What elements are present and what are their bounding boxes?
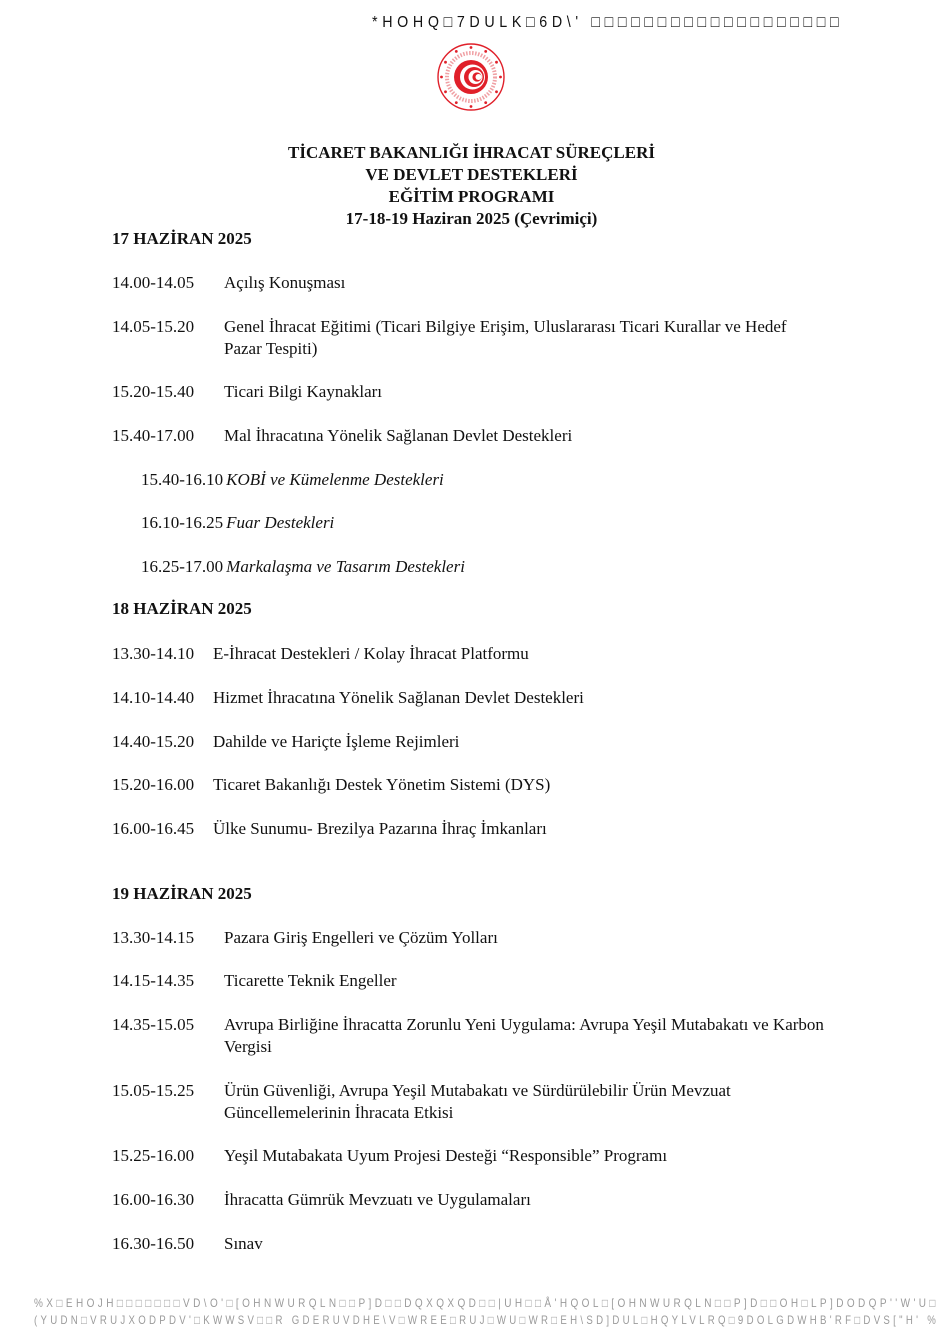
day-heading: 17 HAZİRAN 2025 — [112, 229, 252, 248]
subsession-title: Markalaşma ve Tasarım Destekleri — [226, 557, 465, 576]
title-line-1: TİCARET BAKANLIĞI İHRACAT SÜREÇLERİ — [287, 143, 655, 162]
session-title: Hizmet İhracatına Yönelik Sağlanan Devlet Destekleri — [213, 688, 584, 707]
session-title: Açılış Konuşması — [224, 273, 346, 292]
session-time: 15.40-17.00 — [112, 426, 195, 445]
session-title: Sınav — [224, 1234, 263, 1253]
title-line-2: VE DEVLET DESTEKLERİ — [365, 165, 578, 184]
subsession-row — [141, 512, 334, 534]
session-time: 14.10-14.40 — [112, 688, 195, 707]
session-title: Avrupa Birliğine İhracatta Zorunlu Yeni Uygulama: Avrupa Yeşil Mutabakatı ve Karbon Vergisi — [224, 1015, 824, 1056]
session-title: Genel İhracat Eğitimi (Ticari Bilgiye Erişim, Uluslararası Ticari Kurallar ve Hedef Pazar Tespiti) — [224, 317, 787, 358]
footer-line-1: %X□EHOJH□□□□□□□VD\O'□[OHNWURQLN□□P]D□□DQXQXQD□□|UH□□Å'HQOL□[OHNWURQLN□□P]D□□OH□LP]DODQP''W'U□ — [34, 1296, 939, 1310]
session-time: 15.25-16.00 — [112, 1146, 195, 1165]
session-title: Ticari Bilgi Kaynakları — [224, 382, 383, 401]
session-title: Mal İhracatına Yönelik Sağlanan Devlet Destekleri — [224, 426, 573, 445]
session-time: 14.35-15.05 — [112, 1015, 195, 1034]
footer-line-2: (YUDN□VRUJXODPDV'□KWWSV□□R GDERUVDHE\V□WREE□RUJ□WU□WR□EH\SD]DUL□HQYLVLRQ□9DOLGDWHB'RF□DVS["H' % — [34, 1313, 940, 1327]
title-dates: 17-18-19 Haziran 2025 (Çevrimiçi) — [345, 209, 598, 228]
session-time: 15.05-15.25 — [112, 1081, 195, 1100]
session-time: 15.20-16.00 — [112, 775, 195, 794]
session-time: 15.20-15.40 — [112, 382, 195, 401]
subsession-row — [141, 556, 465, 578]
session-time: 16.00-16.30 — [112, 1190, 195, 1209]
title-line-3: EĞİTİM PROGRAMI — [388, 187, 555, 206]
session-time: 16.00-16.45 — [112, 819, 195, 838]
session-title: Ticarette Teknik Engeller — [224, 971, 397, 990]
session-title: Dahilde ve Hariçte İşleme Rejimleri — [213, 732, 460, 751]
session-title: Ticaret Bakanlığı Destek Yönetim Sistemi (DYS) — [213, 775, 551, 794]
subsession-title: KOBİ ve Kümelenme Destekleri — [226, 470, 444, 489]
subsession-time: 15.40-16.10 — [141, 470, 224, 489]
document-code: *HOHQ□7DULK□6D\' □□□□□□□□□□□□□□□□□□□ — [372, 14, 844, 31]
session-title: Ürün Güvenliği, Avrupa Yeşil Mutabakatı ve Sürdürülebilir Ürün Mevzuat Güncellemelerinin İhracata Etkisi — [224, 1081, 731, 1122]
session-title: Yeşil Mutabakata Uyum Projesi Desteği “Responsible” Programı — [224, 1146, 668, 1165]
subsession-row — [141, 469, 444, 491]
session-title: E-İhracat Destekleri / Kolay İhracat Platformu — [213, 644, 529, 663]
ministry-seal-icon — [436, 42, 506, 112]
session-title: Ülke Sunumu- Brezilya Pazarına İhraç İmkanları — [213, 819, 547, 838]
program-title — [0, 142, 943, 230]
subsession-time: 16.10-16.25 — [141, 513, 224, 532]
session-title: Pazara Giriş Engelleri ve Çözüm Yolları — [224, 928, 498, 947]
session-title: İhracatta Gümrük Mevzuatı ve Uygulamaları — [224, 1190, 531, 1209]
session-time: 13.30-14.10 — [112, 644, 195, 663]
session-time: 14.15-14.35 — [112, 971, 195, 990]
day-heading: 19 HAZİRAN 2025 — [112, 884, 252, 903]
day-heading: 18 HAZİRAN 2025 — [112, 599, 252, 618]
subsession-time: 16.25-17.00 — [141, 557, 224, 576]
subsession-title: Fuar Destekleri — [226, 513, 335, 532]
session-time: 16.30-16.50 — [112, 1234, 195, 1253]
session-time: 14.40-15.20 — [112, 732, 195, 751]
session-time: 14.00-14.05 — [112, 273, 195, 292]
session-time: 14.05-15.20 — [112, 317, 195, 336]
session-time: 13.30-14.15 — [112, 928, 195, 947]
